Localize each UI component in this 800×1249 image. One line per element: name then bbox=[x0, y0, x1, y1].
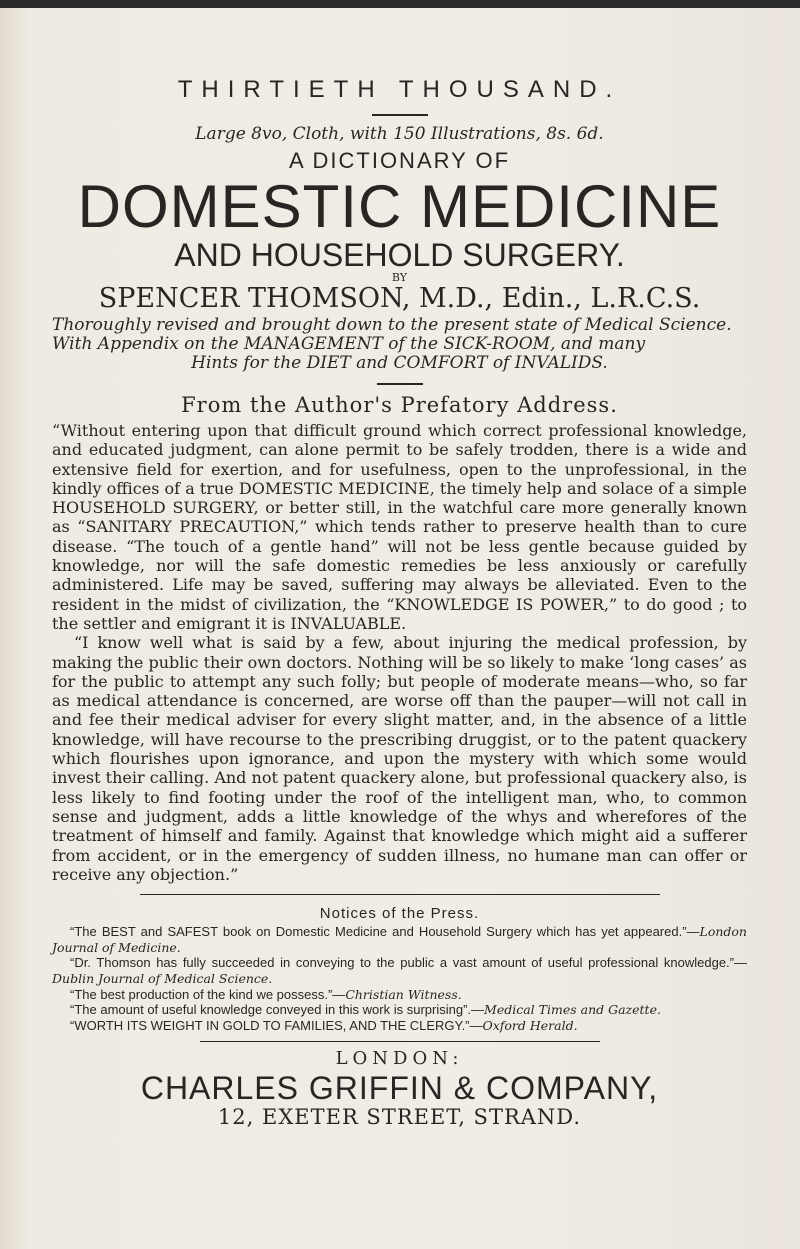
press-notice: “The best production of the kind we possess.”—Christian Witness. bbox=[70, 986, 462, 1002]
revised-note-3: Hints for the DIET and COMFORT of INVALIDS. bbox=[191, 353, 608, 373]
preface-heading: From the Author's Prefatory Address. bbox=[181, 393, 618, 417]
divider bbox=[372, 114, 428, 116]
revised-note-1: Thoroughly revised and brought down to the present state of Medical Science. bbox=[52, 315, 732, 335]
title-main: DOMESTIC MEDICINE bbox=[77, 173, 722, 240]
press-notice: “WORTH ITS WEIGHT IN GOLD TO FAMILIES, AND THE CLERGY.”—Oxford Herald. bbox=[70, 1017, 578, 1033]
preface-paragraph-1: “Without entering upon that difficult ground which correct professional knowledge, and educated judgment, can alone permit to be safely trodden, there is a wide and extensive field for exertion, and for usefulness, open to the unprofessional, in the kindly offices of a true DOMESTIC MEDICINE, the timely help and solace of a simple HOUSEHOLD SURGERY, or better still, in the watchful care more generally known as “SANITARY PRECAUTION,” which tends rather to preserve health than to cure disease. “The touch of a gentle hand” will not be less gentle because guided by knowledge, nor will the safe domestic remedies be less anxiously or carefully administered. Life may be saved, suffering may always be alleviated. Even to the resident in the midst of civilization, the “KNOWLEDGE IS POWER,” to do good ; to the settler and emigrant it is INVALUABLE. bbox=[52, 421, 747, 633]
divider bbox=[200, 1041, 600, 1042]
imprint-city: LONDON: bbox=[335, 1048, 464, 1070]
press-notice: “The amount of useful knowledge conveyed in this work is surprising”.—Medical Times and Gazette. bbox=[70, 1002, 661, 1018]
publisher-name: CHARLES GRIFFIN & COMPANY, bbox=[140, 1070, 659, 1107]
divider bbox=[140, 894, 660, 895]
title-line-1: A DICTIONARY OF bbox=[288, 148, 511, 173]
format-line: Large 8vo, Cloth, with 150 Illustrations, 8s. 6d. bbox=[195, 124, 604, 144]
top-border bbox=[0, 0, 800, 8]
preface-paragraph-2: “I know well what is said by a few, about injuring the medical profession, by making the public their own doctors. Nothing will be so likely to make ‘long cases’ as for the public to attempt any such folly; but people of moderate means—who, so far as medical attendance is concerned, are worse off than the pauper—will not call in and fee their medical adviser for every slight matter, and, in the absence of a little knowledge, will have recourse to the prescribing druggist, or to the patent quackery which flourishes upon ignorance, and upon the mystery with which some would invest their calling. And not patent quackery alone, but professional quackery also, is less likely to find footing under the roof of the intelligent man, who, to common sense and judgment, adds a little knowledge of the whys and wherefores of the treatment of himself and family. Against that knowledge which might aid a sufferer from accident, or in the emergency of sudden illness, no humane man can offer or receive any objection.” bbox=[52, 633, 747, 884]
notices-heading: Notices of the Press. bbox=[319, 905, 480, 923]
press-notice: “The BEST and SAFEST book on Domestic Medicine and Household Surgery which has yet appeared.”—London Journal of Medicine. bbox=[52, 924, 747, 955]
title-subtitle: AND HOUSEHOLD SURGERY. bbox=[174, 237, 625, 273]
author: SPENCER THOMSON, M.D., Edin., L.R.C.S. bbox=[98, 283, 701, 314]
edition-banner: THIRTIETH THOUSAND. bbox=[177, 76, 622, 103]
by-line: BY bbox=[391, 271, 408, 284]
divider bbox=[377, 383, 423, 385]
publisher-address: 12, EXETER STREET, STRAND. bbox=[217, 1105, 582, 1130]
press-notice: “Dr. Thomson has fully succeeded in conveying to the public a vast amount of useful professional knowledge.”—Dublin Journal of Medical Science. bbox=[52, 955, 747, 986]
revised-note-2: With Appendix on the MANAGEMENT of the SICK-ROOM, and many bbox=[52, 334, 646, 354]
advertisement bbox=[52, 76, 747, 1129]
